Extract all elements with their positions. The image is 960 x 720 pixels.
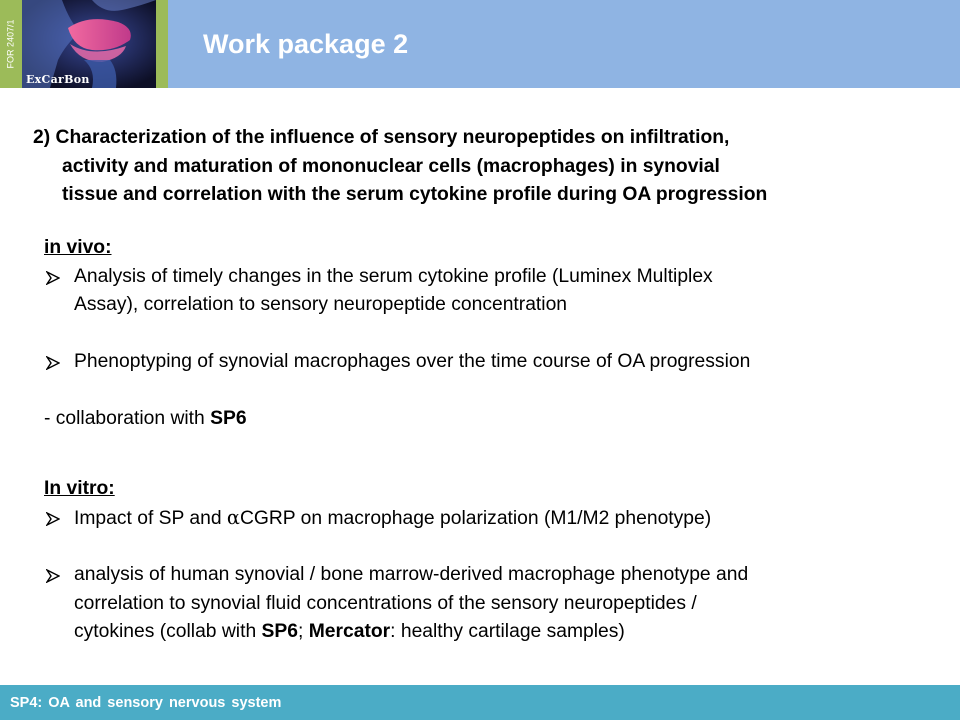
bullet-text-line: Analysis of timely changes in the serum cytokine profile (Luminex Multiplex — [74, 265, 713, 287]
section-heading — [33, 124, 953, 210]
list-item — [44, 504, 944, 534]
bullet-text-line: Assay), correlation to sensory neuropeptide concentration — [74, 294, 568, 315]
in-vivo-bullet-2 — [44, 348, 944, 377]
bullet-text-line: correlation to synovial fluid concentrations of the sensory neuropeptides / — [74, 592, 697, 614]
heading-line — [33, 124, 953, 153]
excarbon-logo — [22, 0, 156, 88]
heading-line-2: activity and maturation of mononuclear cells (macrophages) in synovial — [62, 155, 720, 177]
in-vivo-section — [44, 234, 944, 320]
logo-text: ExCarBon — [26, 73, 90, 86]
partner-name: Mercator — [308, 621, 391, 642]
list-item — [44, 561, 944, 647]
in-vitro-section — [44, 475, 944, 533]
bullet-text-line: Phenoptyping of synovial macrophages over the time course of OA progression — [74, 351, 751, 372]
bullet-text-line: analysis of human synovial / bone marrow-derived macrophage phenotype and — [74, 564, 749, 585]
text-run: Impact of SP and — [74, 507, 227, 529]
heading-line-1: Characterization of the influence of sensory neuropeptides on infiltration, — [55, 127, 730, 148]
list-item — [44, 348, 944, 377]
side-label — [0, 0, 22, 88]
text-run: CGRP on macrophage polarization (M1/M2 phenotype) — [239, 507, 712, 529]
collaboration-line — [44, 405, 944, 434]
bullet-text-line — [74, 504, 944, 534]
green-accent-bar — [156, 0, 168, 88]
collab-partner: SP6 — [210, 408, 247, 429]
bullet-text-line — [74, 618, 944, 647]
text-run: cytokines (collab with — [74, 621, 262, 642]
text-run: : healthy cartilage samples) — [390, 621, 625, 642]
collab-prefix: - collaboration with — [44, 408, 211, 429]
footer-band — [0, 685, 960, 720]
page-title: Work package 2 — [203, 29, 409, 59]
project-code: FOR 2407/1 — [6, 19, 16, 69]
in-vivo-title: in vivo: — [44, 237, 112, 258]
alpha-symbol: α — [226, 505, 240, 529]
in-vitro-bullet-2 — [44, 561, 944, 647]
footer-text: SP4: OA and sensory nervous system — [10, 695, 282, 711]
heading-line-3: tissue and correlation with the serum cytokine profile during OA progression — [62, 184, 768, 205]
text-run: ; — [297, 621, 309, 642]
in-vitro-title: In vitro: — [44, 478, 115, 499]
list-item — [44, 263, 944, 320]
heading-number: 2) — [33, 127, 51, 148]
collab-partner: SP6 — [261, 621, 298, 642]
